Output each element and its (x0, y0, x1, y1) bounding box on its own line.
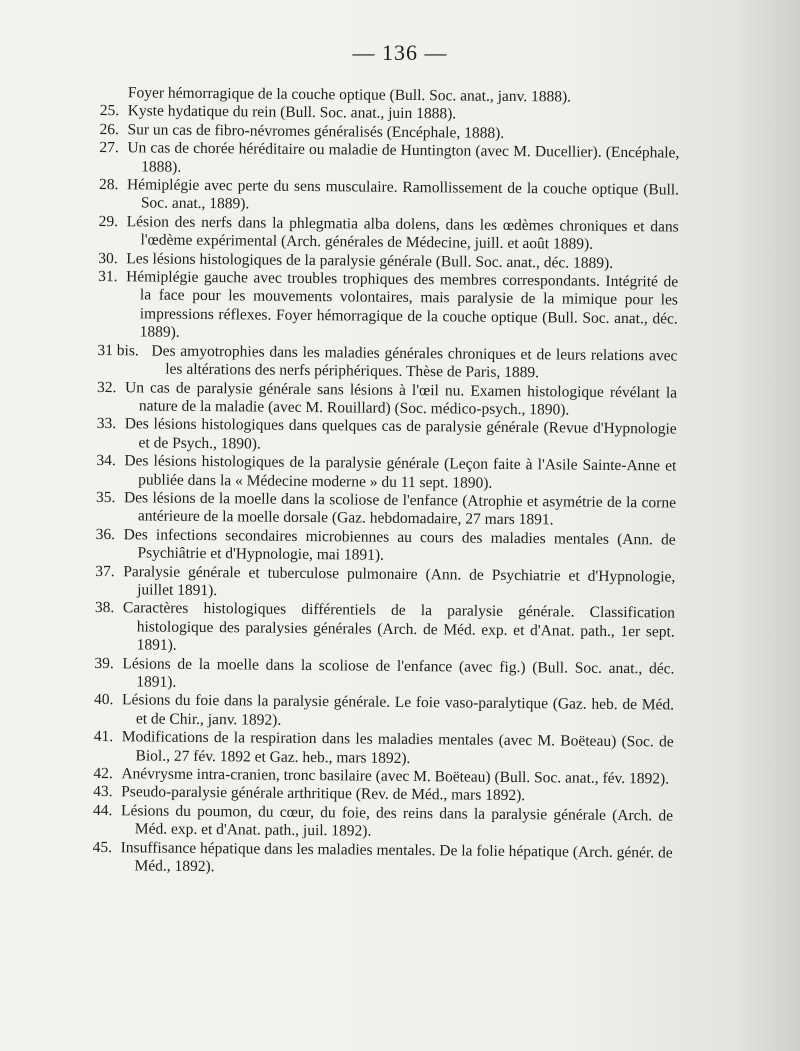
list-item (92, 839, 672, 881)
entry-text: Des infections secondaires microbiennes au cours des maladies mentales (Ann. de Psychiâtrie et d'Hypnologie, mai 1891). (123, 525, 676, 564)
entry-number: 45. (92, 838, 113, 856)
entry-number: 40. (94, 691, 114, 709)
entry-number: 38. (94, 599, 115, 617)
entry-number: 44. (92, 801, 113, 819)
entry-number: 25. (99, 102, 120, 120)
entry-number: 26. (99, 120, 120, 138)
list-item (93, 802, 673, 844)
list-item (94, 655, 674, 697)
list-item (98, 268, 679, 347)
entry-number: 36. (95, 525, 116, 543)
list-item (99, 139, 679, 181)
entry-number: 31 bis. (97, 341, 139, 360)
entry-number: 43. (93, 783, 113, 801)
entry-text: Insuffisance hépatique dans les maladies mentales. De la folie hépatique (Arch. génér. de Méd., 1892). (120, 838, 673, 876)
entry-text: Des lésions histologiques de la paralysie générale (Leçon faite à l'Asile Sainte-Anne et publiée dans la « Médecine moderne » du 11 sept. 1890). (124, 452, 677, 492)
entry-number: 37. (95, 562, 115, 580)
list-item (93, 728, 673, 770)
list-item (94, 691, 674, 733)
list-item (97, 342, 677, 384)
entry-text: Des lésions de la moelle dans la scoliose de l'enfance (Atrophie et asymétrie de la corne antérieure de la moelle dorsale (Gaz. hebdomadaire, 27 mars 1891. (123, 489, 677, 529)
entry-number: 30. (98, 249, 118, 267)
entry-text: Des amyotrophies dans les maladies générales chroniques et de leurs relations avec les altérations des nerfs périphériques. Thèse de Paris, 1889. (151, 342, 678, 382)
entry-text: Lésions de la moelle dans la scoliose de l'enfance (avec fig.) (Bull. Soc. anat., déc. 1891). (122, 654, 675, 691)
entry-number: 33. (96, 415, 117, 433)
entry-number: 31. (98, 268, 118, 286)
entry-number: 29. (98, 212, 119, 231)
entry-text: Foyer hémorragique de la couche optique (Bull. Soc. anat., janv. 1888). (127, 84, 572, 106)
entry-text: Kyste hydatique du rein (Bull. Soc. anat., juin 1888). (127, 102, 457, 123)
bibliography-list (92, 84, 680, 881)
entry-text: Caractères histologiques différentiels de la paralysie générale. Classification histologique des paralysies générales (Arch. de Méd. exp. et d'Anat. path., 1er sept. 1891). (122, 599, 676, 654)
entry-text: Hémiplégie avec perte du sens musculaire. Ramollissement de la couche optique (Bull. Soc. anat., 1889). (126, 176, 680, 213)
entry-text: Des lésions histologiques dans quelques cas de paralysie générale (Revue d'Hypnologie et de Psych., 1890). (124, 415, 677, 453)
list-item (95, 599, 676, 660)
entry-number: 41. (93, 728, 114, 746)
page-number: — 136 — (352, 40, 448, 65)
entry-text: Lésions du foie dans la paralysie générale. Le foie vaso-paralytique (Gaz. heb. de Méd. et de Chir., janv. 1892). (122, 691, 675, 729)
entry-number: 28. (98, 176, 119, 194)
list-item (97, 378, 677, 420)
list-item (95, 526, 675, 568)
entry-text: Hémiplégie gauche avec troubles trophiques des membres correspondants. Intégrité de la face pour les mouvements volontaires, mais paralysie de la mimique pour les impressions réflexes. Foyer hémorragique de la couche optique (Bull. Soc. anat., déc. 1889). (126, 268, 679, 342)
entry-text: Pseudo-paralysie générale arthritique (Rev. de Méd., mars 1892). (121, 783, 526, 805)
entry-text: Lésion des nerfs dans la phlegmatia alba dolens, dans les œdèmes chroniques et dans l'œdème expérimental (Arch. générales de Médecine, juill. et août 1889). (126, 213, 679, 253)
entry-text: Lésions du poumon, du cœur, du foie, des reins dans la paralysie générale (Arch. de Méd. exp. et d'Anat. path., juil. 1892). (120, 802, 674, 840)
list-item (96, 452, 676, 494)
entry-text: Sur un cas de fibro-névromes généralisés (Encéphale, 1888). (127, 121, 505, 142)
entry-text: Modifications de la respiration dans les maladies mentales (avec M. Boëteau) (Soc. de Biol., 27 fév. 1892 et Gaz. heb., mars 1892). (121, 728, 674, 767)
entry-number: 42. (93, 764, 113, 783)
entry-number: 27. (99, 139, 119, 157)
entry-number: 32. (97, 378, 117, 396)
entry-text: Un cas de paralysie générale sans lésions à l'œil nu. Examen histologique révélant la nature de la maladie (avec M. Rouillard) (Soc. médico-psych., 1890). (125, 378, 678, 419)
entry-number: 34. (96, 452, 116, 470)
list-item (99, 176, 679, 218)
list-item (96, 415, 676, 457)
entry-number: 35. (95, 488, 116, 507)
list-item (95, 563, 675, 605)
entry-text: Paralysie générale et tuberculose pulmonaire (Ann. de Psychiatrie et d'Hypnologie, juillet 1891). (123, 562, 676, 600)
entry-text: Les lésions histologiques de la paralysie générale (Bull. Soc. anat., déc. 1889). (126, 249, 614, 272)
entry-text: Un cas de chorée héréditaire ou maladie de Huntington (avec M. Ducellier). (Encéphale, 1888). (127, 139, 680, 176)
entry-text: Anévrysme intra-cranien, tronc basilaire (avec M. Boëteau) (Bull. Soc. anat., fév. 1892). (121, 765, 670, 788)
list-item (96, 489, 676, 531)
entry-number: 39. (94, 654, 114, 672)
list-item (98, 213, 678, 255)
